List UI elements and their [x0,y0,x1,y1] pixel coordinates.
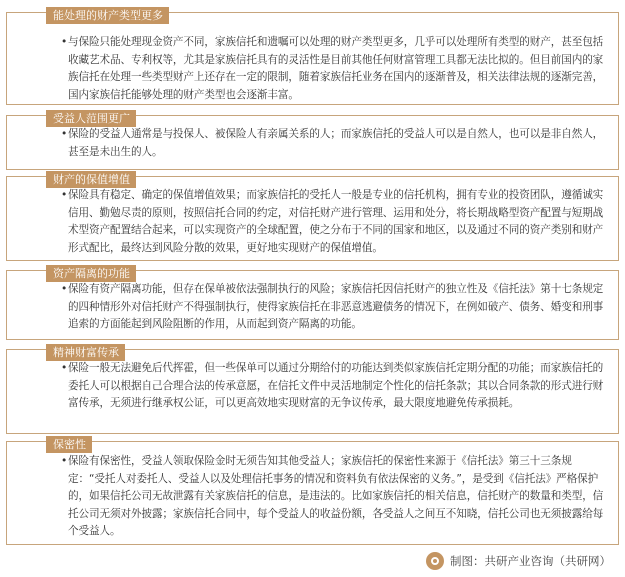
section-title: 财产的保值增值 [46,171,136,188]
source-footer [426,551,611,571]
section-title: 精神财富传承 [46,344,125,361]
section-title: 受益人范围更广 [46,110,136,127]
section-spiritual-wealth [6,346,619,434]
bullet-dot: • [61,128,68,140]
section-text-content: 保险的受益人通常是与投保人、被保险人有亲属关系的人；而家族信托的受益人可以是自然人，也可以是非自然人，甚至是未出生的人。 [68,128,604,158]
bullet-dot: • [61,455,68,467]
source-label: 制图：共研产业咨询（共研网） [450,554,611,568]
bullet-dot: • [61,362,68,374]
bullet-dot: • [61,189,68,201]
section-title: 能处理的财产类型更多 [46,7,169,24]
section-text [61,34,606,104]
bullet-dot: • [61,36,68,48]
section-confidentiality [6,438,619,545]
bullet-dot: • [61,283,68,295]
brand-logo-icon [426,552,444,570]
section-beneficiary-scope [6,112,619,170]
section-text-content: 保险具有稳定、确定的保值增值效果；而家族信托的受托人一般是专业的信托机构，拥有专业的投资团队，遵循诚实信用、勤勉尽责的原则，按照信托合同的约定，对信托财产进行管理、运用和处分，将长期战略型资产配置与短期战术型资产配置结合起来，可以实现资产的全球配置，使之分布于不同的国家和地区，以及通过不同的资产类别和财产形式配比，最终达到风险分散的效果，更好地实现财产的保值增值。 [68,189,604,254]
section-text [61,126,606,161]
section-text-content: 与保险只能处理现金资产不同，家族信托和遗嘱可以处理的财产类型更多，几乎可以处理所有类型的财产，甚至包括收藏艺术品、专利权等，尤其是家族信托具有的灵活性是目前其他任何财富管理工具都无法比拟的。但目前国内的家族信托在处理一些类型财产上还存在一定的限制，随着家族信托业务在国内的逐渐普及，相关法律法规的逐渐完善，国内家族信托能够处理的财产类型也会逐渐丰富。 [68,36,604,101]
section-text [61,453,606,541]
section-title: 资产隔离的功能 [46,265,136,282]
section-text-content: 保险有保密性，受益人领取保险金时无须告知其他受益人；家族信托的保密性来源于《信托法》第三十三条规定：“受托人对委托人、受益人以及处理信托事务的情况和资料负有依法保密的义务。”，是受到《信托法》严格保护的，如果信托公司无故泄露有关家族信托的信息，是违法的。比如家族信托的相关信息，信托财产的数量和类型，信托公司无须对外披露；家族信托合同中，每个受益人的收益份额，各受益人之间互不知晓，信托公司也无须披露给每个受益人。 [68,455,604,538]
section-text [61,281,606,334]
section-title: 保密性 [46,436,92,453]
section-property-types [6,9,619,105]
section-text-content: 保险有资产隔离功能，但存在保单被依法强制执行的风险；家族信托因信托财产的独立性及《信托法》第十七条规定的四种情形外对信托财产不得强制执行，使得家族信托在非恶意逃避债务的情况下，在例如破产、债务、婚变和刑事追索的方面能起到风险阻断的作用，从而起到资产隔离的功能。 [68,283,604,331]
section-text [61,187,606,257]
section-text-content: 保险一般无法避免后代挥霍，但一些保单可以通过分期给付的功能达到类似家族信托定期分配的功能；而家族信托的委托人可以根据自己合理合法的传承意愿，在信托文件中灵活地制定个性化的信托条款；其以合同条款的形式进行财富传承，无须进行继承权公证，可以更高效地实现财富的无争议传承，最大限度地避免传承损耗。 [68,362,604,410]
section-value-preservation [6,173,619,261]
section-asset-isolation [6,267,619,340]
section-text [61,360,606,413]
